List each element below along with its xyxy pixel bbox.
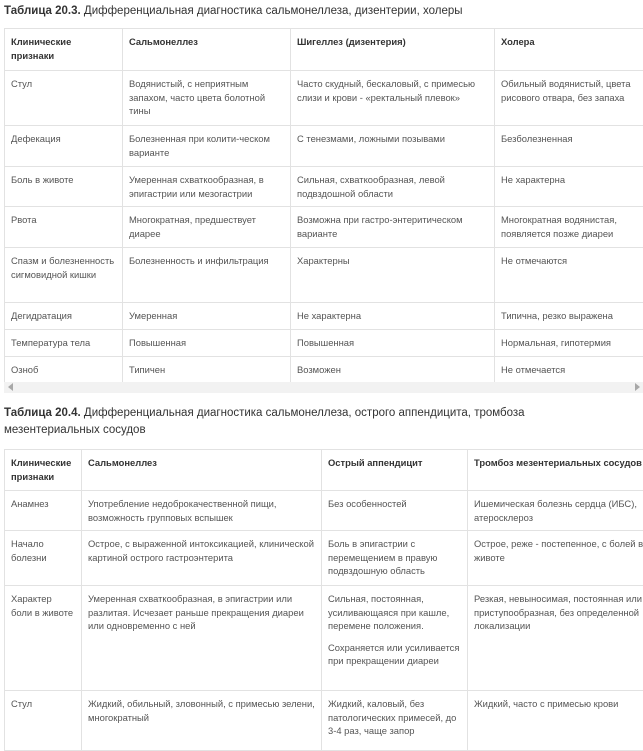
table-cell: Боль в животе xyxy=(5,167,123,207)
horizontal-scrollbar[interactable] xyxy=(4,382,643,393)
header-cell: Тромбоз мезентериальных сосудов xyxy=(468,450,643,491)
table-cell: Безболезненная xyxy=(495,126,643,167)
table-20-3 xyxy=(4,28,643,384)
caption-text: Дифференциальная диагностика сальмонеллеза, дизентерии, холеры xyxy=(81,5,463,17)
table-row xyxy=(5,531,643,586)
table-cell: Часто скудный, бескаловый, с примесью слизи и крови - «ректальный плевок» xyxy=(291,71,495,126)
table-cell: Спазм и болезненность сигмовидной кишки xyxy=(5,248,123,303)
table-row xyxy=(5,491,643,531)
table-cell: Болезненная при колити-ческом варианте xyxy=(123,126,291,167)
table-cell: Употребление недоброкачественной пищи, возможность групповых вспышек xyxy=(82,491,322,531)
table-row xyxy=(5,207,643,248)
table-row xyxy=(5,330,643,357)
table-cell: Жидкий, обильный, зловонный, с примесью зелени, многократный xyxy=(82,691,322,751)
header-cell: Сальмонеллез xyxy=(82,450,322,491)
caption-label: Таблица 20.4. xyxy=(4,407,81,419)
table-row xyxy=(5,357,643,384)
table-row xyxy=(5,303,643,330)
table-cell: Резкая, невыносимая, постоянная или приступообразная, без определенной локализации xyxy=(468,586,643,691)
table-header-row xyxy=(5,29,643,71)
table-cell: Острое, с выраженной интоксикацией, клинической картиной острого гастроэнтерита xyxy=(82,531,322,586)
table-cell: Нормальная, гипотермия xyxy=(495,330,643,357)
table-cell: Стул xyxy=(5,691,82,751)
table-row xyxy=(5,248,643,303)
table-cell: Повышенная xyxy=(123,330,291,357)
table-cell: Характерны xyxy=(291,248,495,303)
table-cell: Возможен xyxy=(291,357,495,384)
table-row xyxy=(5,586,643,691)
caption-label: Таблица 20.3. xyxy=(4,5,81,17)
table-cell: Не характерна xyxy=(495,167,643,207)
table-cell: Типичен xyxy=(123,357,291,384)
header-cell: Сальмонеллез xyxy=(123,29,291,71)
table-cell: Дегидратация xyxy=(5,303,123,330)
table-cell: Не характерна xyxy=(291,303,495,330)
table-cell: Жидкий, часто с примесью крови xyxy=(468,691,643,751)
header-cell: Шигеллез (дизентерия) xyxy=(291,29,495,71)
table-cell: Дефекация xyxy=(5,126,123,167)
table-20-4 xyxy=(4,449,643,751)
table-20-4-caption xyxy=(4,405,604,439)
cell-paragraph: Сохраняется или усиливается при прекращении диареи xyxy=(328,641,461,668)
table-cell: Не отмечаются xyxy=(495,248,643,303)
table-cell: С тенезмами, ложными позывами xyxy=(291,126,495,167)
table-cell: Многократная, предшествует диарее xyxy=(123,207,291,248)
table-cell: Боль в эпигастрии с перемещением в правую подвздошную область xyxy=(322,531,468,586)
table-cell: Жидкий, каловый, без патологических примесей, до 3-4 раз, чаще запор xyxy=(322,691,468,751)
header-cell: Клинические признаки xyxy=(5,29,123,71)
table-cell: Острое, реже - постепенное, с болей в животе xyxy=(468,531,643,586)
table-cell: Типична, резко выражена xyxy=(495,303,643,330)
table-cell: Умеренная xyxy=(123,303,291,330)
header-cell: Острый аппендицит xyxy=(322,450,468,491)
table-cell: Сильная, схваткообразная, левой подвздошной области xyxy=(291,167,495,207)
table-row xyxy=(5,71,643,126)
table-cell xyxy=(322,586,468,691)
table-row xyxy=(5,691,643,751)
table-cell: Обильный водянистый, цвета рисового отвара, без запаха xyxy=(495,71,643,126)
table-cell: Без особенностей xyxy=(322,491,468,531)
table-cell: Умеренная схваткообразная, в эпигастрии или мезогастрии xyxy=(123,167,291,207)
table-cell: Повышенная xyxy=(291,330,495,357)
table-cell: Анамнез xyxy=(5,491,82,531)
table-cell: Температура тела xyxy=(5,330,123,357)
table-cell: Озноб xyxy=(5,357,123,384)
table-header-row xyxy=(5,450,643,491)
table-cell: Характер боли в животе xyxy=(5,586,82,691)
table-cell: Начало болезни xyxy=(5,531,82,586)
header-cell: Холера xyxy=(495,29,643,71)
table-cell: Возможна при гастро-энтеритическом варианте xyxy=(291,207,495,248)
table-row xyxy=(5,126,643,167)
table-cell: Болезненность и инфильтрация xyxy=(123,248,291,303)
header-cell: Клинические признаки xyxy=(5,450,82,491)
table-cell: Многократная водянистая, появляется позже диареи xyxy=(495,207,643,248)
table-cell: Не отмечается xyxy=(495,357,643,384)
scroll-right-arrow-icon[interactable] xyxy=(635,383,640,391)
table-cell: Ишемическая болезнь сердца (ИБС), атеросклероз xyxy=(468,491,643,531)
caption-text: Дифференциальная диагностика сальмонеллеза, острого аппендицита, тромбоза мезентериальных сосудов xyxy=(4,407,525,436)
table-20-3-caption xyxy=(4,3,463,20)
table-cell: Водянистый, с неприятным запахом, часто цвета болотной тины xyxy=(123,71,291,126)
table-row xyxy=(5,167,643,207)
scroll-left-arrow-icon[interactable] xyxy=(8,383,13,391)
table-cell: Стул xyxy=(5,71,123,126)
table-cell: Рвота xyxy=(5,207,123,248)
table-cell: Умеренная схваткообразная, в эпигастрии или разлитая. Исчезает раньше прекращения диареи или одновременно с ней xyxy=(82,586,322,691)
cell-paragraph: Сильная, постоянная, усиливающаяся при кашле, перемене положения. xyxy=(328,592,461,633)
